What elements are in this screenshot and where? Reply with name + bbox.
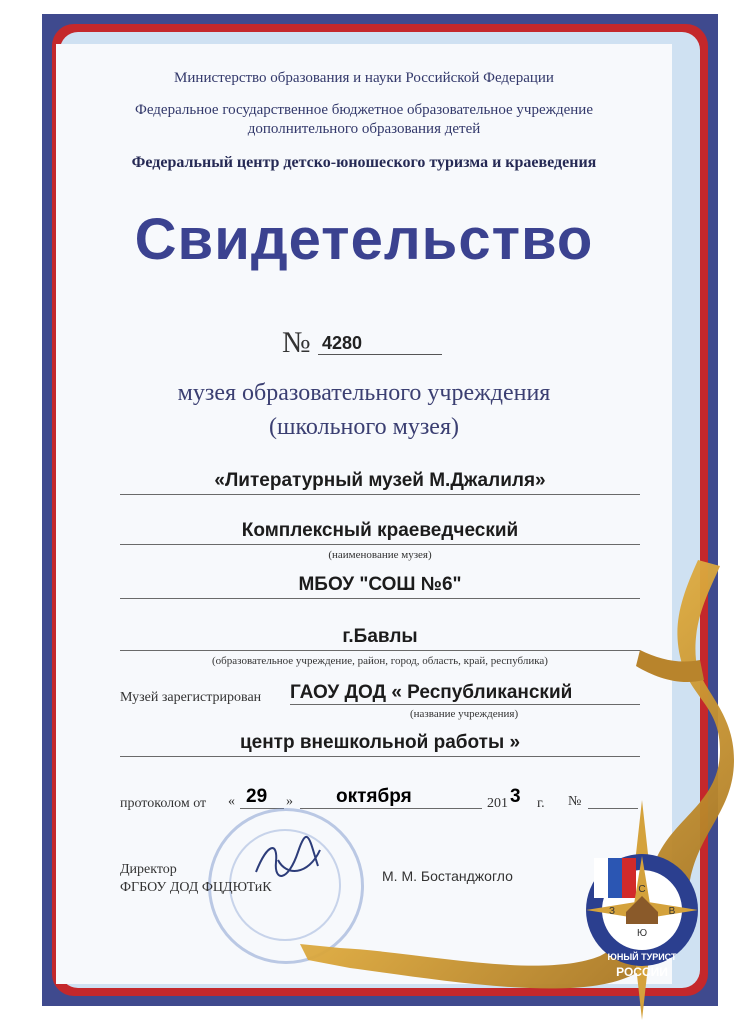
- protocol-year-suffix: 3: [510, 786, 521, 807]
- compass-letter-yu: Ю: [636, 928, 648, 939]
- protocol-month: октября: [336, 786, 412, 807]
- museum-name: «Литературный музей М.Джалиля»: [214, 470, 546, 491]
- school-city: г.Бавлы: [342, 626, 418, 647]
- institution-line-2: дополнительного образования детей: [247, 121, 481, 137]
- registration-org-line-1: ГАОУ ДОД « Республиканский: [290, 682, 573, 703]
- certificate-number: 4280: [322, 333, 363, 353]
- young-tourist-emblem: [556, 800, 728, 1020]
- protocol-day: 29: [246, 786, 268, 807]
- museum-profile-rule: [120, 544, 640, 545]
- protocol-year-prefix: 201: [487, 796, 508, 811]
- protocol-close-quote: »: [286, 794, 293, 809]
- compass-letter-c: С: [638, 884, 646, 895]
- ministry-line: Министерство образования и науки Российской Федерации: [174, 70, 554, 86]
- number-underline: [318, 354, 442, 355]
- museum-profile-caption: (наименование музея): [328, 549, 432, 561]
- subtitle-line-2: (школьного музея): [269, 414, 459, 440]
- center-name: Федеральный центр детско-юношеского туризма и краеведения: [131, 154, 597, 171]
- registration-label: Музей зарегистрирован: [120, 690, 262, 705]
- protocol-label: протоколом от: [120, 796, 207, 811]
- registration-caption: (название учреждения): [410, 708, 519, 720]
- school-caption: (образовательное учреждение, район, город, область, край, республика): [212, 655, 548, 667]
- certificate-title: Свидетельство: [134, 207, 594, 272]
- museum-name-rule: [120, 494, 640, 495]
- museum-profile: Комплексный краеведческий: [241, 520, 519, 541]
- institution-line-1: Федеральное государственное бюджетное образовательное учреждение: [134, 102, 593, 118]
- number-sign: №: [282, 326, 311, 359]
- registration-org-line-2: центр внешкольной работы »: [239, 732, 521, 753]
- protocol-open-quote: «: [228, 794, 235, 809]
- school-name: МБОУ "СОШ №6": [298, 574, 462, 595]
- subtitle-line-1: музея образовательного учреждения: [177, 380, 551, 406]
- director-name: М. М. Бостанджогло: [382, 868, 513, 884]
- protocol-year-unit: г.: [537, 796, 545, 811]
- emblem-bottom-text: РОССИИ: [616, 965, 668, 979]
- director-role-line-1: Директор: [120, 862, 177, 877]
- compass-letter-v: В: [668, 906, 676, 917]
- compass-letter-z: З: [608, 906, 616, 917]
- director-role-line-2: ФГБОУ ДОД ФЦДЮТиК: [120, 880, 272, 895]
- emblem-ring-text: ЮНЫЙ ТУРИСТ: [607, 952, 677, 962]
- protocol-number-sign: №: [568, 794, 582, 809]
